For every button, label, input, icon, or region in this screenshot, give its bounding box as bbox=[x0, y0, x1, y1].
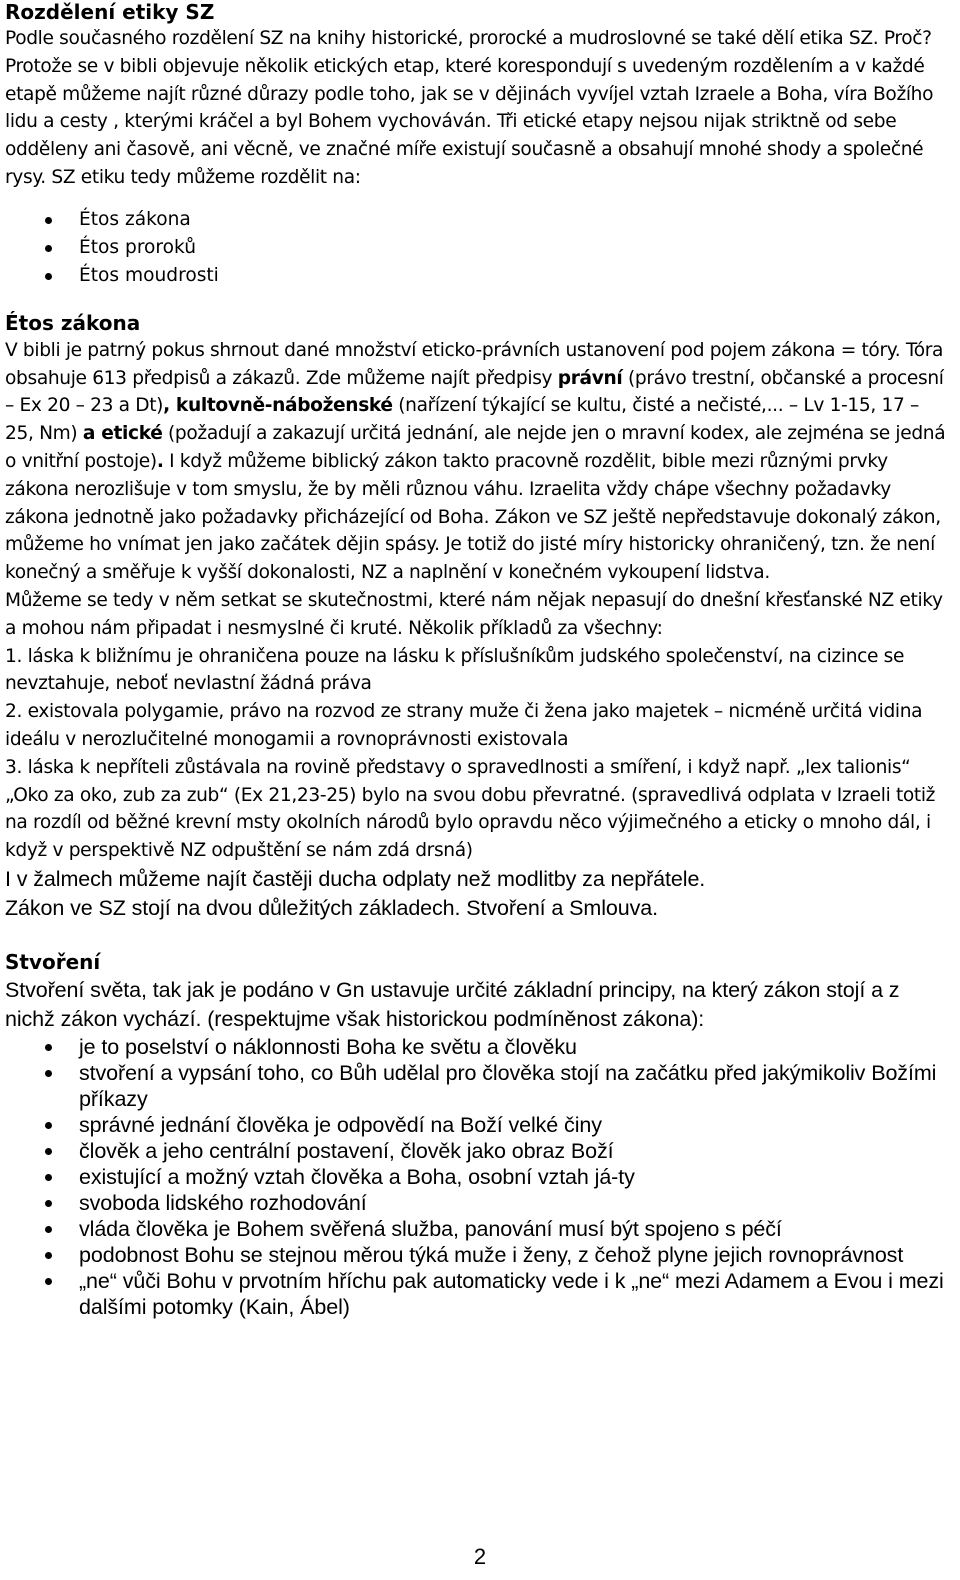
list-item: člověk a jeho centrální postavení, člověk jako obraz Boží bbox=[5, 1138, 952, 1164]
law-bold-legal: právní bbox=[557, 367, 623, 389]
intro-paragraph: Podle současného rozdělení SZ na knihy historické, prorocké a mudroslovné se také dělí etika SZ. Proč? Protože se v bibli objevuje několik etických etap, které korespondují s uvedeným rozdělením a v každé etapě můžeme najít různé důrazy podle toho, jak se v dějinách vyvíjel vztah Izraele a Boha, víra Božího lidu a cesty , kterými kráčel a byl Bohem vychováván. Tři etické etapy nejsou nijak striktně od sebe odděleny ani časově, ani věcně, ve značné míře existují současně a obsahují mnohé shody a společné rysy. SZ etiku tedy můžeme rozdělit na: bbox=[5, 28, 934, 188]
creation-intro: Stvoření světa, tak jak je podáno v Gn ustavuje určité základní principy, na který zákon stojí a z nichž zákon vychází. (respektujme však historickou podmíněnost zákona): bbox=[5, 977, 900, 1031]
law-paragraph-2: Můžeme se tedy v něm setkat se skutečnostmi, které nám nějak nepasují do dnešní křesťanské NZ etiky a mohou nám připadat i nesmyslné či kruté. Několik příkladů za všechny: bbox=[5, 589, 943, 639]
list-item: správné jednání člověka je odpovědí na Boží velké činy bbox=[5, 1112, 952, 1138]
law-bold-cultic: , kultovně-náboženské bbox=[163, 395, 393, 417]
example-1: 1. láska k bližnímu je ohraničena pouze na lásku k příslušníkům judského společenství, na cizince se nevztahuje, neboť nevlastní žádná práva bbox=[5, 645, 905, 695]
example-3: 3. láska k nepříteli zůstávala na rovině představy o spravedlnosti a smíření, i když např. „lex talionis“ „Oko za oko, zub za zub“ (Ex 21,23-25) bylo na svou dobu převratné. (spravedlivá odplata v Izraeli totiž na rozdíl od běžné krevní msty okolních národů bylo opravdu něco výjimečného a eticky o mnoho dál, i když v perspektivě NZ odpuštění se nám zdá drsná) bbox=[5, 756, 936, 862]
law-text: I když můžeme biblický zákon takto pracovně rozdělit, bible mezi různými prvky zákona nerozlišuje v tom smyslu, že by měli různou váhu. Izraelita vždy chápe všechny požadavky zákona jednotně jako požadavky přicházející od Boha. Zákon ve SZ ještě nepředstavuje dokonalý zákon, můžeme ho vnímat jen jako začátek dějin spásy. Je totiž do jisté míry historicky ohraničený, tzn. že není konečný a směřuje k vyšší dokonalosti, NZ a naplnění v konečném vykoupení lidstva. bbox=[5, 450, 941, 584]
list-item: Étos zákona bbox=[5, 206, 952, 234]
section-heading-creation: Stvoření bbox=[5, 949, 101, 974]
law-foundations: Zákon ve SZ stojí na dvou důležitých základech. Stvoření a Smlouva. bbox=[5, 895, 658, 920]
law-text: (právo trestní, občanské a procesní – Ex 20 – 23 a Dt) bbox=[5, 367, 944, 417]
list-item: stvoření a vypsání toho, co Bůh udělal pro člověka stojí na začátku před jakýmikoliv Božími příkazy bbox=[5, 1060, 952, 1112]
page-title: Rozdělení etiky SZ bbox=[5, 0, 215, 24]
psalms-note: I v žalmech můžeme najít častěji ducha odplaty než modlitby za nepřátele. bbox=[5, 866, 706, 891]
law-bold-ethical: a etické bbox=[82, 423, 163, 445]
example-2: 2. existovala polygamie, právo na rozvod ze strany muže či žena jako majetek – nicméně určitá vidina ideálu v nerozlučitelné monogamii a rovnoprávnosti existovala bbox=[5, 701, 923, 750]
law-paragraph bbox=[5, 337, 952, 587]
list-item: Étos moudrosti bbox=[5, 262, 952, 290]
list-item: vláda člověka je Bohem svěřená služba, panování musí být spojeno s péčí bbox=[5, 1216, 952, 1242]
ethos-list bbox=[5, 206, 952, 290]
list-item: podobnost Bohu se stejnou měrou týká muže i ženy, z čehož plyne jejich rovnoprávnost bbox=[5, 1242, 952, 1268]
list-item: svoboda lidského rozhodování bbox=[5, 1190, 952, 1216]
list-item: je to poselství o náklonnosti Boha ke světu a člověku bbox=[5, 1034, 952, 1060]
law-bold-period: . bbox=[156, 450, 164, 472]
list-item: „ne“ vůči Bohu v prvotním hříchu pak automaticky vede i k „ne“ mezi Adamem a Evou i mezi dalšími potomky (Kain, Ábel) bbox=[5, 1268, 952, 1320]
page-number: 2 bbox=[473, 1544, 487, 1569]
law-text: (požadují a zakazují určitá jednání, ale nejde jen o mravní kodex, ale zejména se jedná o vnitřní postoje) bbox=[5, 423, 946, 472]
list-item: Étos proroků bbox=[5, 234, 952, 262]
law-text: (nařízení týkající se kultu, čisté a nečisté,... – Lv 1-15, 17 – 25, Nm) bbox=[5, 395, 919, 445]
creation-principles-list bbox=[5, 1034, 952, 1320]
list-item: existující a možný vztah člověka a Boha, osobní vztah já-ty bbox=[5, 1164, 952, 1190]
law-text: V bibli je patrný pokus shrnout dané množství eticko-právních ustanovení pod pojem zákona = tóry. Tóra obsahuje 613 předpisů a zákazů. Zde můžeme najít předpisy bbox=[5, 339, 944, 389]
spacer bbox=[5, 923, 952, 949]
section-heading-law: Étos zákona bbox=[5, 310, 141, 335]
